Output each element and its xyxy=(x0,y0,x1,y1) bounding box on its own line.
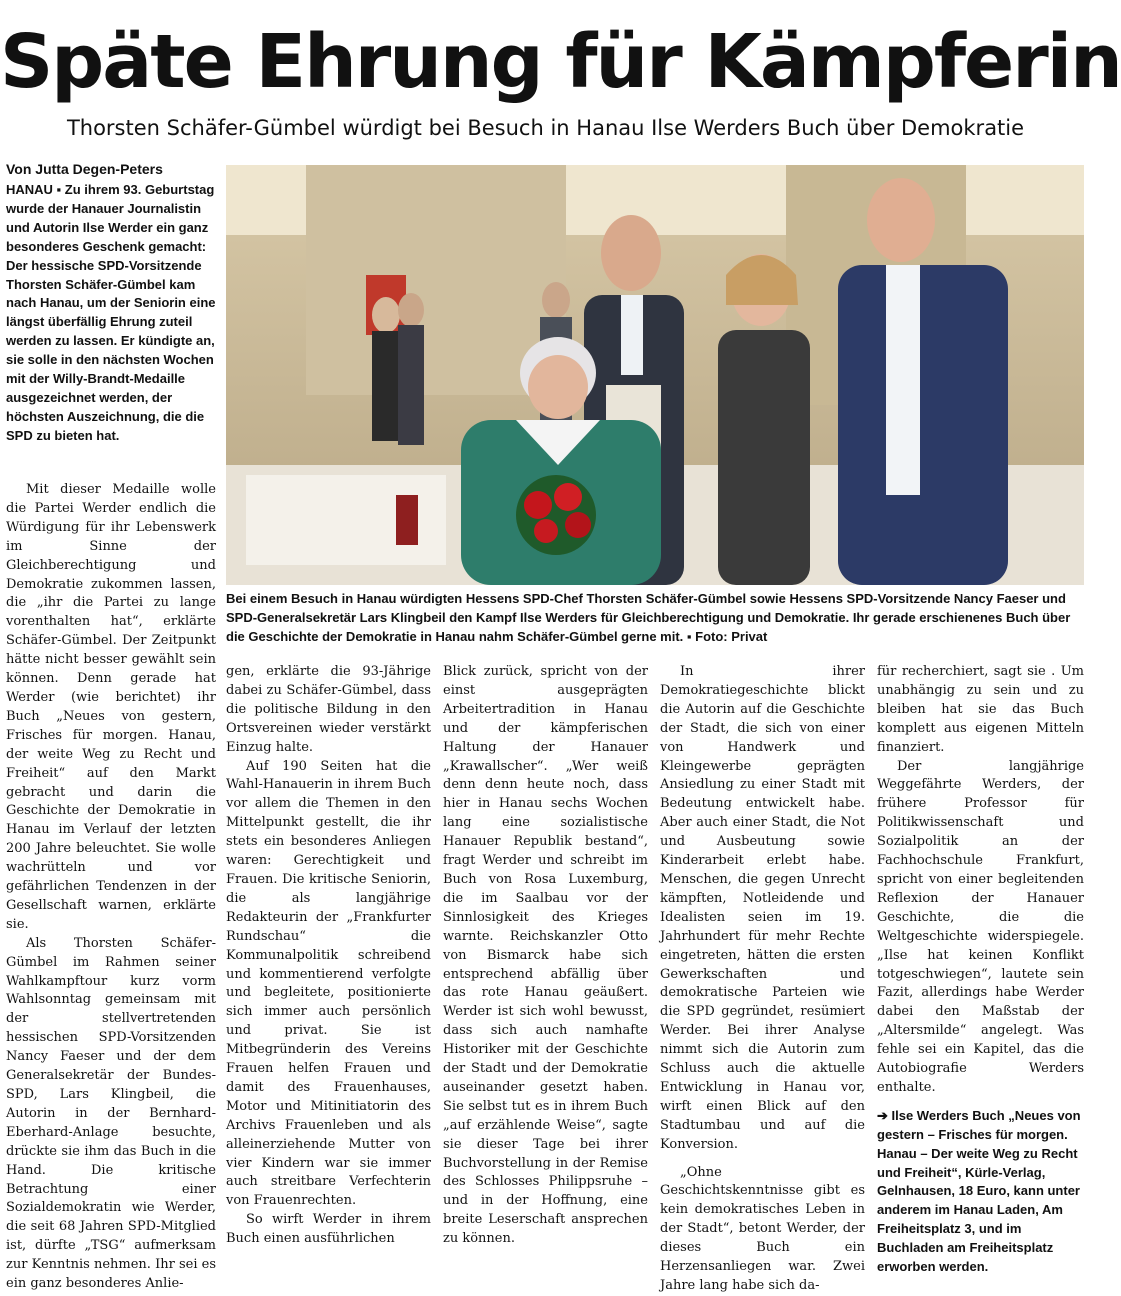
paragraph: für recherchiert, sagt sie . Um unabhängig zu sein und zu bleiben hat sie das Buch komplett aus eigenen Mitteln finanziert. xyxy=(877,664,1084,755)
paragraph: Als Thorsten Schäfer-Gümbel im Rahmen seiner Wahlkampftour kurz vorm Wahlsonntag gemeinsam mit der stellvertretenden hessischen SPD-Vorsitzenden Nancy Faeser und der dem Generalsekretär der Bundes-SPD, Lars Klingbeil, die Autorin in der Bernhard-Eberhard-Anlage besuchte, drückte sie ihm das Buch in die Hand. Die kritische Betrachtung einer Sozialdemokratin wie Werder, die seit 68 Jahren SPD-Mitglied ist, dürfte „TSG“ aufmerksam zur Kenntnis nehmen. Ihr sei es ein ganz besonderes Anlie- xyxy=(6,935,216,1292)
article-photo xyxy=(226,165,1084,585)
subheadline: Thorsten Schäfer-Gümbel würdigt bei Besuch in Hanau Ilse Werders Buch über Demokratie xyxy=(66,116,1025,140)
book-info-note: ➔ Ilse Werders Buch „Neues von gestern – Frisches für morgen. Hanau – Der weite Weg zu Recht und Freiheit“, Kürle-Verlag, Gelnhausen, 18 Euro, kann unter anderem im Hanau Laden, Am Freiheitsplatz 3, und im Buchladen am Freiheitsplatz erworben werden. xyxy=(877,1107,1081,1275)
lead-text: HANAU ▪ Zu ihrem 93. Geburtstag wurde der Hanauer Journalistin und Autorin Ilse Werder ein ganz besonderes Geschenk gemacht: Der hessische SPD-Vorsitzende Thorsten Schäfer-Gümbel kam nach Hanau, um der Seniorin eine längst überfällig Ehrung zuteil werden zu lassen. Er kündigte an, sie solle in den nächsten Wochen mit der Willy-Brandt-Medaille ausgezeichnet werden, der höchsten Auszeichnung, die die SPD zu bieten hat. xyxy=(6,182,216,443)
article-column-4 xyxy=(660,663,865,1293)
byline: Von Jutta Degen-Peters xyxy=(6,161,163,177)
paragraph: Mit dieser Medaille wolle die Partei Werder endlich die Würdigung für ihr Lebenswerk im Sinne der Gleichberechtigung und Demokratie zukommen lassen, die „ihr die Partei zu lange vorenthalten hat“, erklärte Schäfer-Gümbel. Der Zeitpunkt hätte nicht besser gewählt sein können. Denn gerade hat Werder (wie berichtet) ihr Buch „Neues von gestern, Frisches für morgen. Hanau, der weite Weg zu Recht und Freiheit“ auf den Markt gebracht und darin die Geschichte der Demokratie in Hanau im Verlauf der letzten 200 Jahre beleuchtet. Sie wolle wachrütteln und vor gefährlichen Tendenzen in der Gesellschaft warnen, erklärte sie. xyxy=(6,482,216,932)
paragraph: „Ohne Geschichtskenntnisse gibt es kein demokratisches Leben in der Stadt“, betont Werder, der dieses Buch ein Herzensanliegen war. Zwei Jahre lang habe sich da- xyxy=(660,1164,865,1293)
headline: Späte Ehrung für Kämpferin xyxy=(0,19,1121,105)
paragraph: So wirft Werder in ihrem Buch einen ausführlichen xyxy=(226,1212,431,1247)
paragraph: In ihrer Demokratiegeschichte blickt die Autorin auf die Geschichte der Stadt, die sich von einer von Handwerk und Kleingewerbe geprägten Ansiedlung zu einer Stadt mit Bedeutung entwickelt habe. Aber auch einer Stadt, die Not und Ausbeutung sowie Kinderarbeit erlebt habe. Menschen, die gegen Unrecht kämpften, Notleidende und Idealisten seien im 19. Jahrhundert für mehr Rechte eingetreten, hätten die ersten Gewerkschaften und demokratische Parteien wie die SPD gegründet, resümiert Werder. Bei ihrer Analyse nimmt sich die Autorin zum Schluss auch die aktuelle Entwicklung in Hanau vor, wirft einen Blick auf den Stadtumbau und auf die Konversion. xyxy=(660,664,865,1152)
paragraph: Auf 190 Seiten hat die Wahl-Hanauerin in ihrem Buch vor allem die Themen in den Mittelpunkt gestellt, die ihr stets ein besonderes Anliegen waren: Gerechtigkeit und Frauen. Die kritische Seniorin, die als langjährige Redakteurin der „Frankfurter Rundschau“ die Kommunalpolitik schreibend und kommentierend verfolgte und begleitete, positionierte sich immer auch persönlich und privat. Sie ist Mitbegründerin des Vereins Frauen helfen Frauen und damit des Frauenhauses, Motor und Mitinitiatorin des Archivs Frauenleben und als alleinerziehende Mutter von vier Kindern war sie immer auch streitbare Verfechterin von Frauenrechten. xyxy=(226,758,431,1209)
article-column-2 xyxy=(226,663,431,1247)
paragraph: Der langjährige Weggefährte Werders, der frühere Professor für Politikwissenschaft und Sozialpolitik an der Fachhochschule Frankfurt, spricht von einer begleitenden Reflexion der Hanauer Geschichte, die die Weltgeschichte widerspiegele. „Ilse hat keinen Konflikt totgeschwiegen“, lautete sein Fazit, allerdings habe Werder dabei den Maßstab der „Altersmilde“ angelegt. Was fehle sei ein Kapitel, das die Autobiografie Werders enthalte. xyxy=(877,758,1084,1095)
article-column-1 xyxy=(6,481,216,1292)
paragraph: gen, erklärte die 93-Jährige dabei zu Schäfer-Gümbel, dass die politische Bildung in den Ortsvereinen wieder verstärkt Einzug halte. xyxy=(226,664,431,755)
article-column-5 xyxy=(877,663,1084,1275)
paragraph: Blick zurück, spricht von der einst ausgeprägten Arbeitertradition in Hanau und der kämpferischen Haltung der Hanauer „Krawallscher“. „Wer weiß denn denn heute noch, dass hier in Hanau sechs Wochen lang eine sozialistische Hanauer Republik bestand“, fragt Werder und schreibt im Buch von Rosa Luxemburg, die im Saalbau vor der Sinnlosigkeit des Krieges warnte. Reichskanzler Otto von Bismarck habe sich entsprechend abfällig über das rote Hanau geäußert. Werder ist sich wohl bewusst, dass sich auch namhafte Historiker mit der Geschichte der Stadt und der Demokratie auseinander gesetzt haben. Sie selbst tut es in ihrem Buch „auf erzählende Weise“, sagte sie dieser Tage bei ihrer Buchvorstellung in der Remise des Schlosses Philippsruhe – und in der Hoffnung, eine breite Leserschaft ansprechen zu können. xyxy=(443,664,648,1247)
lead-paragraph xyxy=(6,181,216,471)
photo-caption: Bei einem Besuch in Hanau würdigten Hessens SPD-Chef Thorsten Schäfer-Gümbel sowie Hessens SPD-Vorsitzende Nancy Faeser und SPD-Generalsekretär Lars Klingbeil den Kampf Ilse Werders für Gleichberechtigung und Demokratie. Ihr gerade erschienenes Buch über die Geschichte der Demokratie in Hanau nahm Schäfer-Gümbel gerne mit. ▪ Foto: Privat xyxy=(226,591,1071,644)
photo-illustration xyxy=(226,165,1084,585)
article-column-3 xyxy=(443,663,648,1247)
